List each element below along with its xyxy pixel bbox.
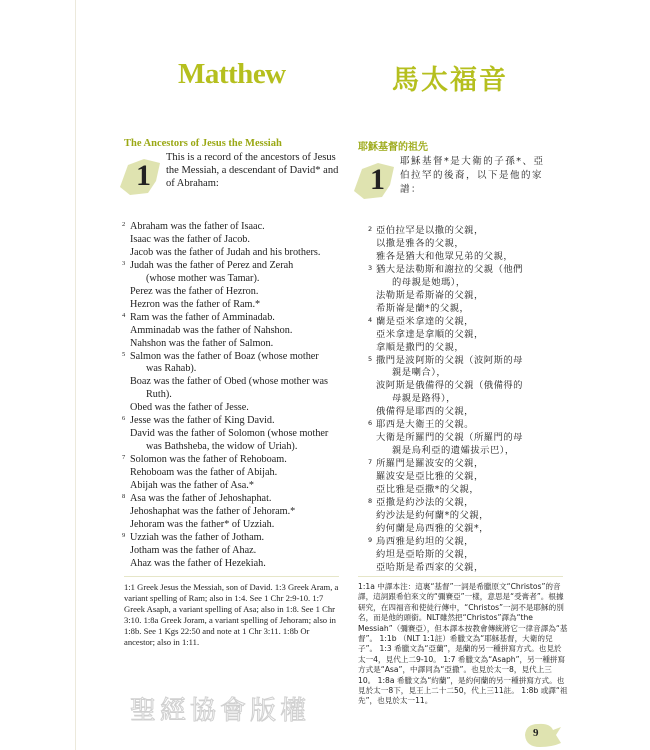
verse-text: 約何蘭是烏西雅的父親*， [376,522,489,534]
verse-line [370,510,563,523]
verse-text: Asa was the father of Jehoshaphat. [130,493,272,505]
intro-line: This is a record of the ancestors of Jesus [166,152,336,163]
verse-text: 所羅門是羅波安的父親， [376,458,484,470]
verse-line [370,497,563,510]
verse-line [124,454,344,467]
verse-text: Abraham was the father of Isaac. [130,221,265,232]
chapter-number: 1 [136,159,151,192]
verse-line [124,234,344,247]
verse-text: 亞米拿達是拿順的父親， [376,328,484,340]
verse-text: 耶西是大衛王的父親。 [376,419,474,431]
page-number-badge [522,722,562,748]
verse-text: Uzziah was the father of Jotham. [130,531,265,543]
verse-line [370,277,563,290]
verse-text: Perez was the father of Hezron. [130,285,259,297]
verse-line [124,299,344,312]
verse-line [370,290,563,303]
verse-text: 拿順是撒門的父親， [376,341,465,353]
verse-text: 母親是路得）， [392,393,456,405]
verse-line [370,549,563,562]
verse-text: 約沙法是約何蘭*的父親， [376,509,489,521]
verse-line [370,406,563,419]
book-title-english: Matthew [178,58,286,90]
verse-line [124,428,344,441]
verse-line [124,402,344,415]
verse-line [124,376,344,389]
chapter-intro [358,155,563,205]
verse-number: 3 [368,263,373,272]
verse-number: 7 [368,458,373,467]
intro-line: the Messiah, a descendant of David* and [166,165,339,176]
verse-line [124,467,344,480]
verse-line [124,389,344,402]
verse-line [370,264,563,277]
verse-line [370,536,563,549]
verse-text: 親是烏利亞的遺孀拔示巴）， [392,445,515,457]
verse-text: 大衛是所羅門的父親（所羅門的母 [376,432,523,444]
verse-number: 7 [122,454,126,462]
verse-line [124,441,344,454]
verse-text: 蘭是亞米拿達的父親， [376,315,474,327]
verse-text: 亞伯拉罕是以撒的父親， [376,225,484,236]
verse-line [370,432,563,445]
verse-line [124,273,344,286]
verse-text: 亞哈斯是希西家的父親， [376,561,484,573]
verses [370,225,563,575]
verse-text: 雅各是猶大和他眾兄弟的父親， [376,250,514,262]
verse-line [370,445,563,458]
verse-text: Rehoboam was the father of Abijah. [130,467,278,479]
verse-line [124,351,344,364]
verse-text: Nahshon was the father of Salmon. [130,337,274,349]
verse-text: Abijah was the father of Asa.* [130,480,254,492]
footnote-divider [124,576,339,577]
verse-text: 以撒是雅各的父親， [376,237,465,249]
verse-line [124,260,344,273]
verse-number: 9 [122,531,126,539]
english-column [124,138,344,571]
intro-line: 伯拉罕的後裔，以下是他的家 [400,170,544,181]
verse-line [370,238,563,251]
verse-text: Jesse was the father of King David. [130,415,275,427]
verse-text: 撒門是波阿斯的父親（波阿斯的母 [376,354,523,366]
verse-text: 羅波安是亞比雅的父親， [376,471,484,483]
verse-number: 6 [368,419,373,428]
verse-text: was Bathsheba, the widow of Uriah). [146,441,298,453]
verse-line [370,419,563,432]
verse-line [124,519,344,532]
verse-text: Boaz was the father of Obed (whose mother was [130,376,329,388]
verse-text: Ram was the father of Amminadab. [130,311,275,323]
verse-number: 5 [368,354,373,363]
verse-number: 4 [122,311,126,319]
verse-text: Hezron was the father of Ram.* [130,298,261,310]
verse-line [124,506,344,519]
verse-number: 6 [122,415,126,423]
verse-line [124,480,344,493]
verse-text: 波阿斯是俄備得的父親（俄備得的 [376,380,523,392]
verse-line [124,221,344,234]
verse-number: 2 [122,221,126,228]
verse-text: 烏西雅是約坦的父親， [376,535,474,547]
intro-line: of Abraham: [166,178,219,189]
verse-text: 的母親是她瑪）， [392,276,466,288]
verse-line [370,342,563,355]
verse-line [370,251,563,264]
verse-line [124,532,344,545]
verse-line [124,545,344,558]
verse-line [370,562,563,575]
verse-text: Ruth). [146,389,172,401]
verse-line [124,325,344,338]
verse-line [370,329,563,342]
verse-text: Jotham was the father of Ahaz. [130,544,257,556]
verse-line [124,338,344,351]
intro-text [166,151,338,190]
verse-line [370,484,563,497]
footnotes-chinese: 1:1a 中譯本注：這裏“基督”一詞是希臘原文“Christos”的音譯，這詞跟希伯來文的“彌賽亞”一樣，意思是“受膏者”。根據研究，在四福音和使徒行傳中，“Christos”一詞不是耶穌的別名，而是他的頭銜。NLT雖然把“Christos”譯為“the Messiah”（彌賽亞），但本譯本按教會傳統將它一律音譯為“基督”。 1:1b （NLT 1:1註）希臘文為“耶穌基督，大衛的兒子”。 1:3 希臘文為“亞蘭”，是蘭的另一種拼寫方式。也見於太一4，見代上二9-10。 1:7 希臘文為“Asaph”，另一種拼寫方式是“Asa”，中譯同為“亞撒”。也見於太一8，見代上三10。 1:8a 希臘文為“約蘭”，是約何蘭的另一種拼寫方式。也見於太一8下，見王上二十二50，代上三11註。 1:8b 或譯“祖先”，也見於太一11。 [358,582,568,706]
section-heading: 耶穌基督的祖先 [358,142,428,153]
intro-line: 譜： [400,184,423,195]
intro-line: 耶穌基督*是大衛的子孫*、亞 [400,156,545,167]
page-number: 9 [533,727,539,739]
verse-text: 猶大是法勒斯和謝拉的父親（他們 [376,263,523,275]
verse-text: Isaac was the father of Jacob. [130,233,250,245]
verse-line [370,355,563,368]
verse-number: 3 [122,259,126,267]
verse-line [370,523,563,536]
verses [124,221,344,571]
verse-line [370,471,563,484]
verse-text: 希斯崙是蘭*的父親， [376,302,470,314]
chapter-number: 1 [370,163,385,196]
verse-text: Judah was the father of Perez and Zerah [130,259,294,271]
verse-text: 俄備得是耶西的父親， [376,406,474,418]
verse-text: 法勒斯是希斯崙的父親， [376,289,484,301]
verse-line [370,303,563,316]
verse-line [124,415,344,428]
verse-line [370,225,563,238]
watermark: 聖經協會版權 [130,696,311,726]
verse-line [124,312,344,325]
verse-text: 親是喇合）， [392,367,447,379]
book-title-chinese: 馬太福音 [392,65,508,96]
verse-line [370,380,563,393]
verse-text: 約坦是亞哈斯的父親， [376,548,474,560]
verse-text: Amminadab was the father of Nahshon. [130,324,293,336]
verse-line [124,558,344,571]
section-heading: The Ancestors of Jesus the Messiah [124,138,282,149]
verse-number: 5 [122,350,126,358]
verse-text: (whose mother was Tamar). [146,272,260,284]
verse-number: 4 [368,315,373,324]
verse-line [370,316,563,329]
verse-line [370,458,563,471]
verse-number: 8 [122,493,126,501]
verse-text: Solomon was the father of Rehoboam. [130,454,287,466]
verse-line [124,286,344,299]
verse-text: Jacob was the father of Judah and his brothers. [130,246,321,258]
verse-text: David was the father of Solomon (whose mother [130,428,329,440]
verse-line [124,247,344,260]
chinese-column [358,138,563,575]
chapter-intro [124,151,344,201]
footnote-divider [358,576,563,577]
verse-line [370,367,563,380]
verse-text: Jehoram was the father* of Uzziah. [130,518,275,530]
verse-text: Ahaz was the father of Hezekiah. [130,557,266,569]
footnotes-english: 1:1 Greek Jesus the Messiah, son of David. 1:3 Greek Aram, a variant spelling of Ram; also in 1:4. See 1 Chr 2:9-10. 1:7 Greek Asaph, a variant spelling of Asa; also in 1:8. See 1 Chr 3:10. 1:8a Greek Joram, a variant spelling of Jehoram; also in 1:8b. See 1 Kgs 22:50 and note at 1 Chr 3:11. 1:8b Or ancestor; also in 1:11. [124,582,339,647]
verse-number: 2 [368,225,373,233]
verse-text: Jehoshaphat was the father of Jehoram.* [130,505,296,517]
verse-number: 9 [368,535,373,544]
verse-text: Obed was the father of Jesse. [130,402,249,414]
verse-line [124,363,344,376]
verse-number: 8 [368,497,373,506]
intro-text [400,155,545,197]
verse-line [124,493,344,506]
verse-line [370,393,563,406]
page-margin-rule [75,0,76,750]
verse-text: 亞撒是約沙法的父親， [376,497,474,509]
verse-text: 亞比雅是亞撒*的父親， [376,484,480,496]
verse-text: was Rahab). [146,363,197,375]
verse-text: Salmon was the father of Boaz (whose mother [130,350,319,362]
